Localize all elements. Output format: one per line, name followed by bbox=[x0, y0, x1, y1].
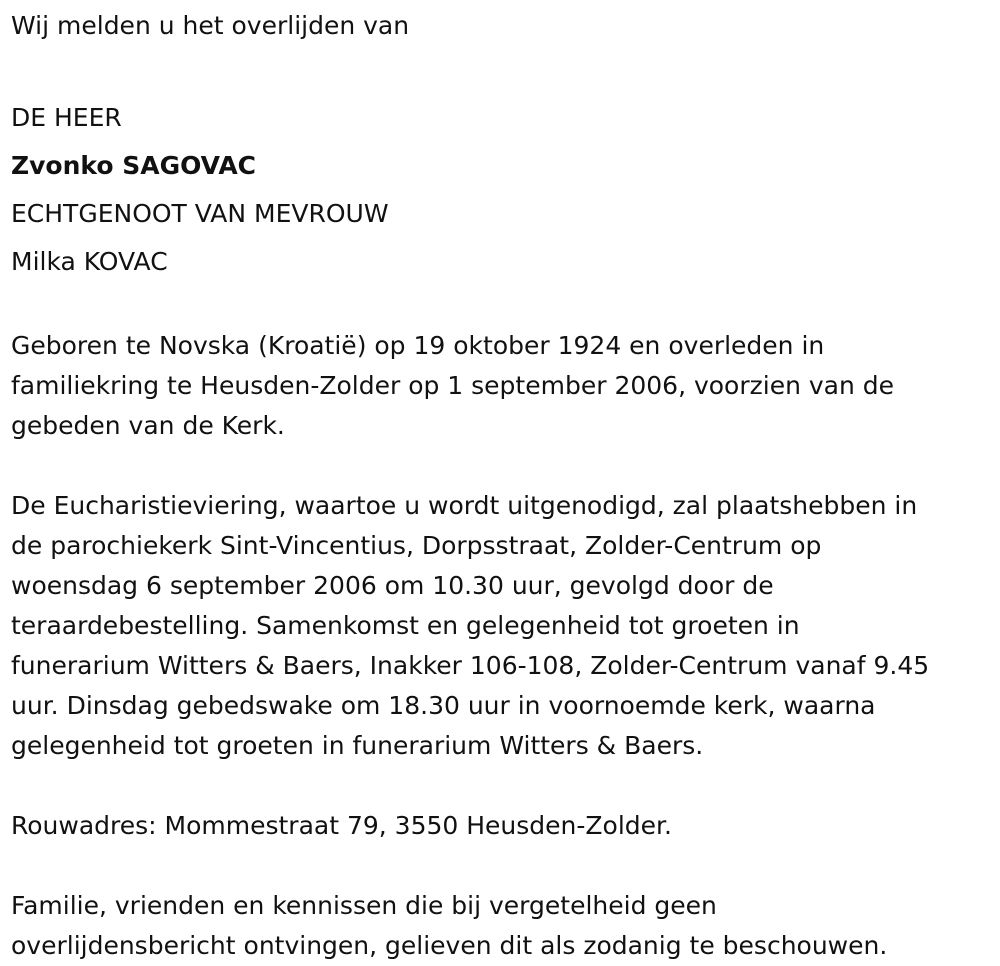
spouse-relation: ECHTGENOOT VAN MEVROUW bbox=[11, 199, 389, 228]
paragraph-line: Geboren te Novska (Kroatië) op 19 oktober 1924 en overleden in bbox=[11, 331, 825, 360]
spacer bbox=[11, 766, 1000, 806]
spouse-name: Milka KOVAC bbox=[11, 247, 168, 276]
birth-paragraph bbox=[11, 326, 991, 446]
name-block bbox=[11, 94, 1000, 286]
paragraph-line: de parochiekerk Sint-Vincentius, Dorpsstraat, Zolder-Centrum op bbox=[11, 531, 822, 560]
closing-paragraph bbox=[11, 886, 991, 966]
service-paragraph bbox=[11, 486, 991, 766]
paragraph-line: De Eucharistieviering, waartoe u wordt uitgenodigd, zal plaatshebben in bbox=[11, 491, 918, 520]
mourning-address: Rouwadres: Mommestraat 79, 3550 Heusden-Zolder. bbox=[11, 811, 672, 840]
spacer bbox=[11, 286, 1000, 326]
spacer bbox=[11, 846, 1000, 886]
paragraph-line: Familie, vrienden en kennissen die bij vergetelheid geen bbox=[11, 891, 717, 920]
title-prefix: DE HEER bbox=[11, 103, 122, 132]
paragraph-line: funerarium Witters & Baers, Inakker 106-108, Zolder-Centrum vanaf 9.45 bbox=[11, 651, 930, 680]
paragraph-line: overlijdensbericht ontvingen, gelieven dit als zodanig te beschouwen. bbox=[11, 931, 888, 960]
spacer bbox=[11, 46, 1000, 86]
paragraph-line: teraardebestelling. Samenkomst en gelegenheid tot groeten in bbox=[11, 611, 800, 640]
spacer bbox=[11, 446, 1000, 486]
paragraph-line: gelegenheid tot groeten in funerarium Witters & Baers. bbox=[11, 731, 704, 760]
paragraph-line: woensdag 6 september 2006 om 10.30 uur, gevolgd door de bbox=[11, 571, 774, 600]
paragraph-line: uur. Dinsdag gebedswake om 18.30 uur in voornoemde kerk, waarna bbox=[11, 691, 876, 720]
paragraph-line: gebeden van de Kerk. bbox=[11, 411, 285, 440]
paragraph-line: familiekring te Heusden-Zolder op 1 september 2006, voorzien van de bbox=[11, 371, 895, 400]
intro-text: Wij melden u het overlijden van bbox=[11, 11, 410, 40]
deceased-name: Zvonko SAGOVAC bbox=[11, 151, 257, 180]
